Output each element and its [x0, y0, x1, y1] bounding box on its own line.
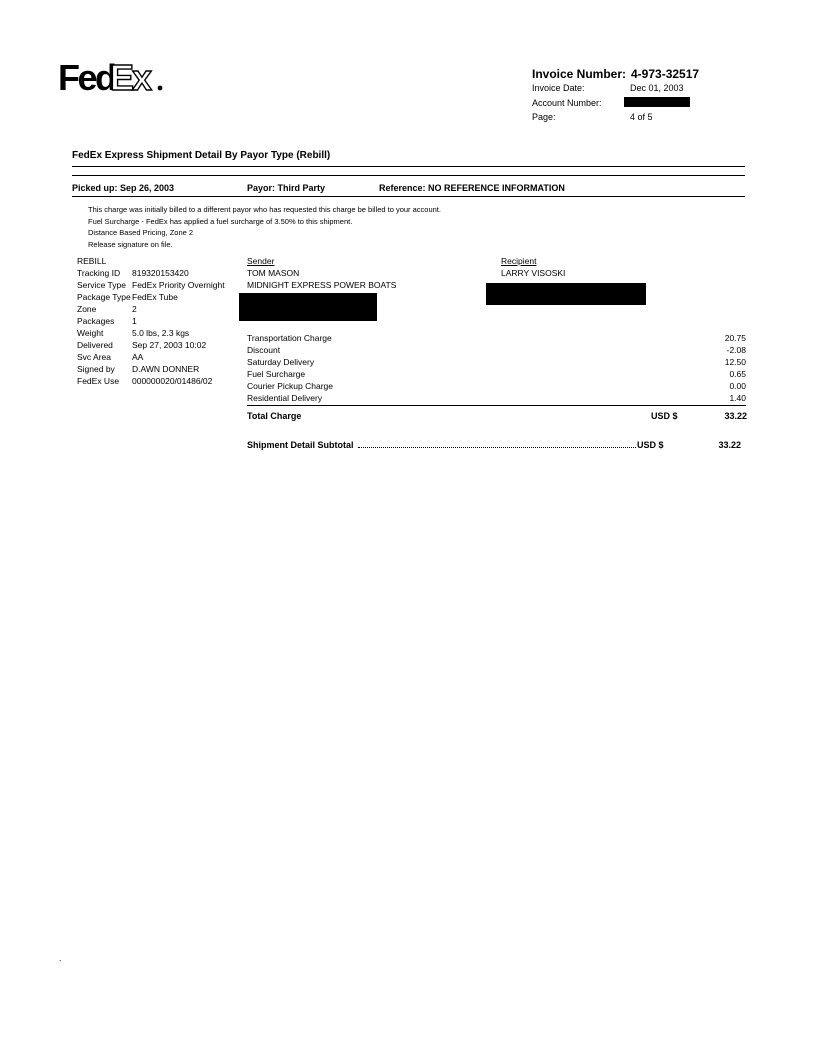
fedex-use: 000000020/01486/02 [132, 376, 213, 386]
info-label: Signed by [77, 364, 115, 374]
recipient-name: LARRY VISOSKI [501, 268, 566, 278]
service-type: FedEx Priority Overnight [132, 280, 225, 290]
charge-amount: 12.50 [724, 357, 746, 367]
subtotal-amount: 33.22 [718, 440, 741, 450]
charge-row [247, 332, 746, 344]
info-label: Packages [77, 316, 115, 326]
subtotal-label: Shipment Detail Subtotal [247, 440, 354, 450]
charge-label: Discount [247, 345, 281, 355]
info-label: Delivered [77, 340, 113, 350]
shipment-info-table [77, 267, 242, 387]
fedex-logo-ex: Ex [110, 57, 151, 96]
total-label: Total Charge [247, 411, 302, 421]
recipient-address-redaction [486, 283, 646, 305]
header-top-divider [72, 175, 745, 176]
signed-by: D.AWN DONNER [132, 364, 200, 374]
info-label: Weight [77, 328, 104, 338]
page-label: Page: [532, 112, 556, 122]
charge-label: Fuel Surcharge [247, 369, 306, 379]
charge-label: Transportation Charge [247, 333, 332, 343]
title-divider [72, 166, 745, 167]
subtotal-currency: USD $ [637, 440, 664, 450]
tracking-id: 819320153420 [132, 268, 189, 278]
charge-amount: 0.00 [729, 381, 746, 391]
total-currency: USD $ [651, 411, 678, 421]
header-bottom-divider [72, 196, 745, 197]
invoice-number-label: Invoice Number: [532, 67, 627, 81]
sender-address-redaction [239, 293, 377, 321]
zone: 2 [132, 304, 137, 314]
charge-row [247, 356, 746, 368]
info-label: Tracking ID [77, 268, 121, 278]
charge-amount: 0.65 [729, 369, 746, 379]
total-divider [247, 405, 746, 406]
total-amount: 33.22 [724, 411, 747, 421]
charge-row [247, 380, 746, 392]
fedex-logo-dot [158, 86, 163, 91]
info-label: FedEx Use [77, 376, 120, 386]
notes-block [88, 204, 441, 250]
charge-amount: -2.08 [726, 345, 746, 355]
account-number-label: Account Number: [532, 98, 602, 108]
info-label: Svc Area [77, 352, 112, 362]
recipient-heading: Recipient [501, 256, 537, 266]
charge-amount: 1.40 [729, 393, 746, 403]
charge-row [247, 392, 746, 404]
invoice-date: Dec 01, 2003 [630, 83, 684, 93]
note-line: This charge was initially billed to a different payor who has requested this charge be billed to your account. [88, 205, 441, 214]
fedex-logo [58, 56, 166, 96]
fedex-logo-fed: Fed [58, 57, 115, 96]
payor-type: Payor: Third Party [247, 183, 326, 193]
info-label: Zone [77, 304, 97, 314]
note-line: Distance Based Pricing, Zone 2 [88, 228, 194, 237]
invoice-number: 4-973-32517 [631, 67, 700, 81]
charge-label: Courier Pickup Charge [247, 381, 333, 391]
invoice-date-label: Invoice Date: [532, 83, 585, 93]
note-line: Fuel Surcharge - FedEx has applied a fuel surcharge of 3.50% to this shipment. [88, 216, 353, 226]
note-line: Release signature on file. [88, 239, 173, 249]
picked-up-date: Picked up: Sep 26, 2003 [72, 183, 175, 193]
svc-area: AA [132, 352, 144, 362]
account-number-redaction [624, 97, 690, 107]
shipment-type: REBILL [77, 256, 107, 266]
charge-amount: 20.75 [724, 333, 746, 343]
reference-info: Reference: NO REFERENCE INFORMATION [379, 183, 565, 193]
subtotal-dot-leader [358, 445, 636, 448]
sender-company: MIDNIGHT EXPRESS POWER BOATS [247, 280, 397, 290]
charge-label: Saturday Delivery [247, 357, 315, 367]
sender-heading: Sender [247, 256, 275, 266]
report-title: FedEx Express Shipment Detail By Payor Type (Rebill) [72, 150, 331, 161]
delivered: Sep 27, 2003 10:02 [132, 340, 207, 350]
footer-mark: . [59, 953, 62, 963]
info-label: Service Type [77, 280, 126, 290]
page-number: 4 of 5 [630, 112, 653, 122]
sender-name: TOM MASON [247, 268, 300, 278]
packages: 1 [132, 316, 137, 326]
charge-row [247, 344, 746, 356]
charge-row [247, 368, 746, 380]
package-type: FedEx Tube [132, 292, 178, 302]
charge-label: Residential Delivery [247, 393, 323, 403]
info-label: Package Type [77, 292, 131, 302]
weight: 5.0 lbs, 2.3 kgs [132, 328, 190, 338]
